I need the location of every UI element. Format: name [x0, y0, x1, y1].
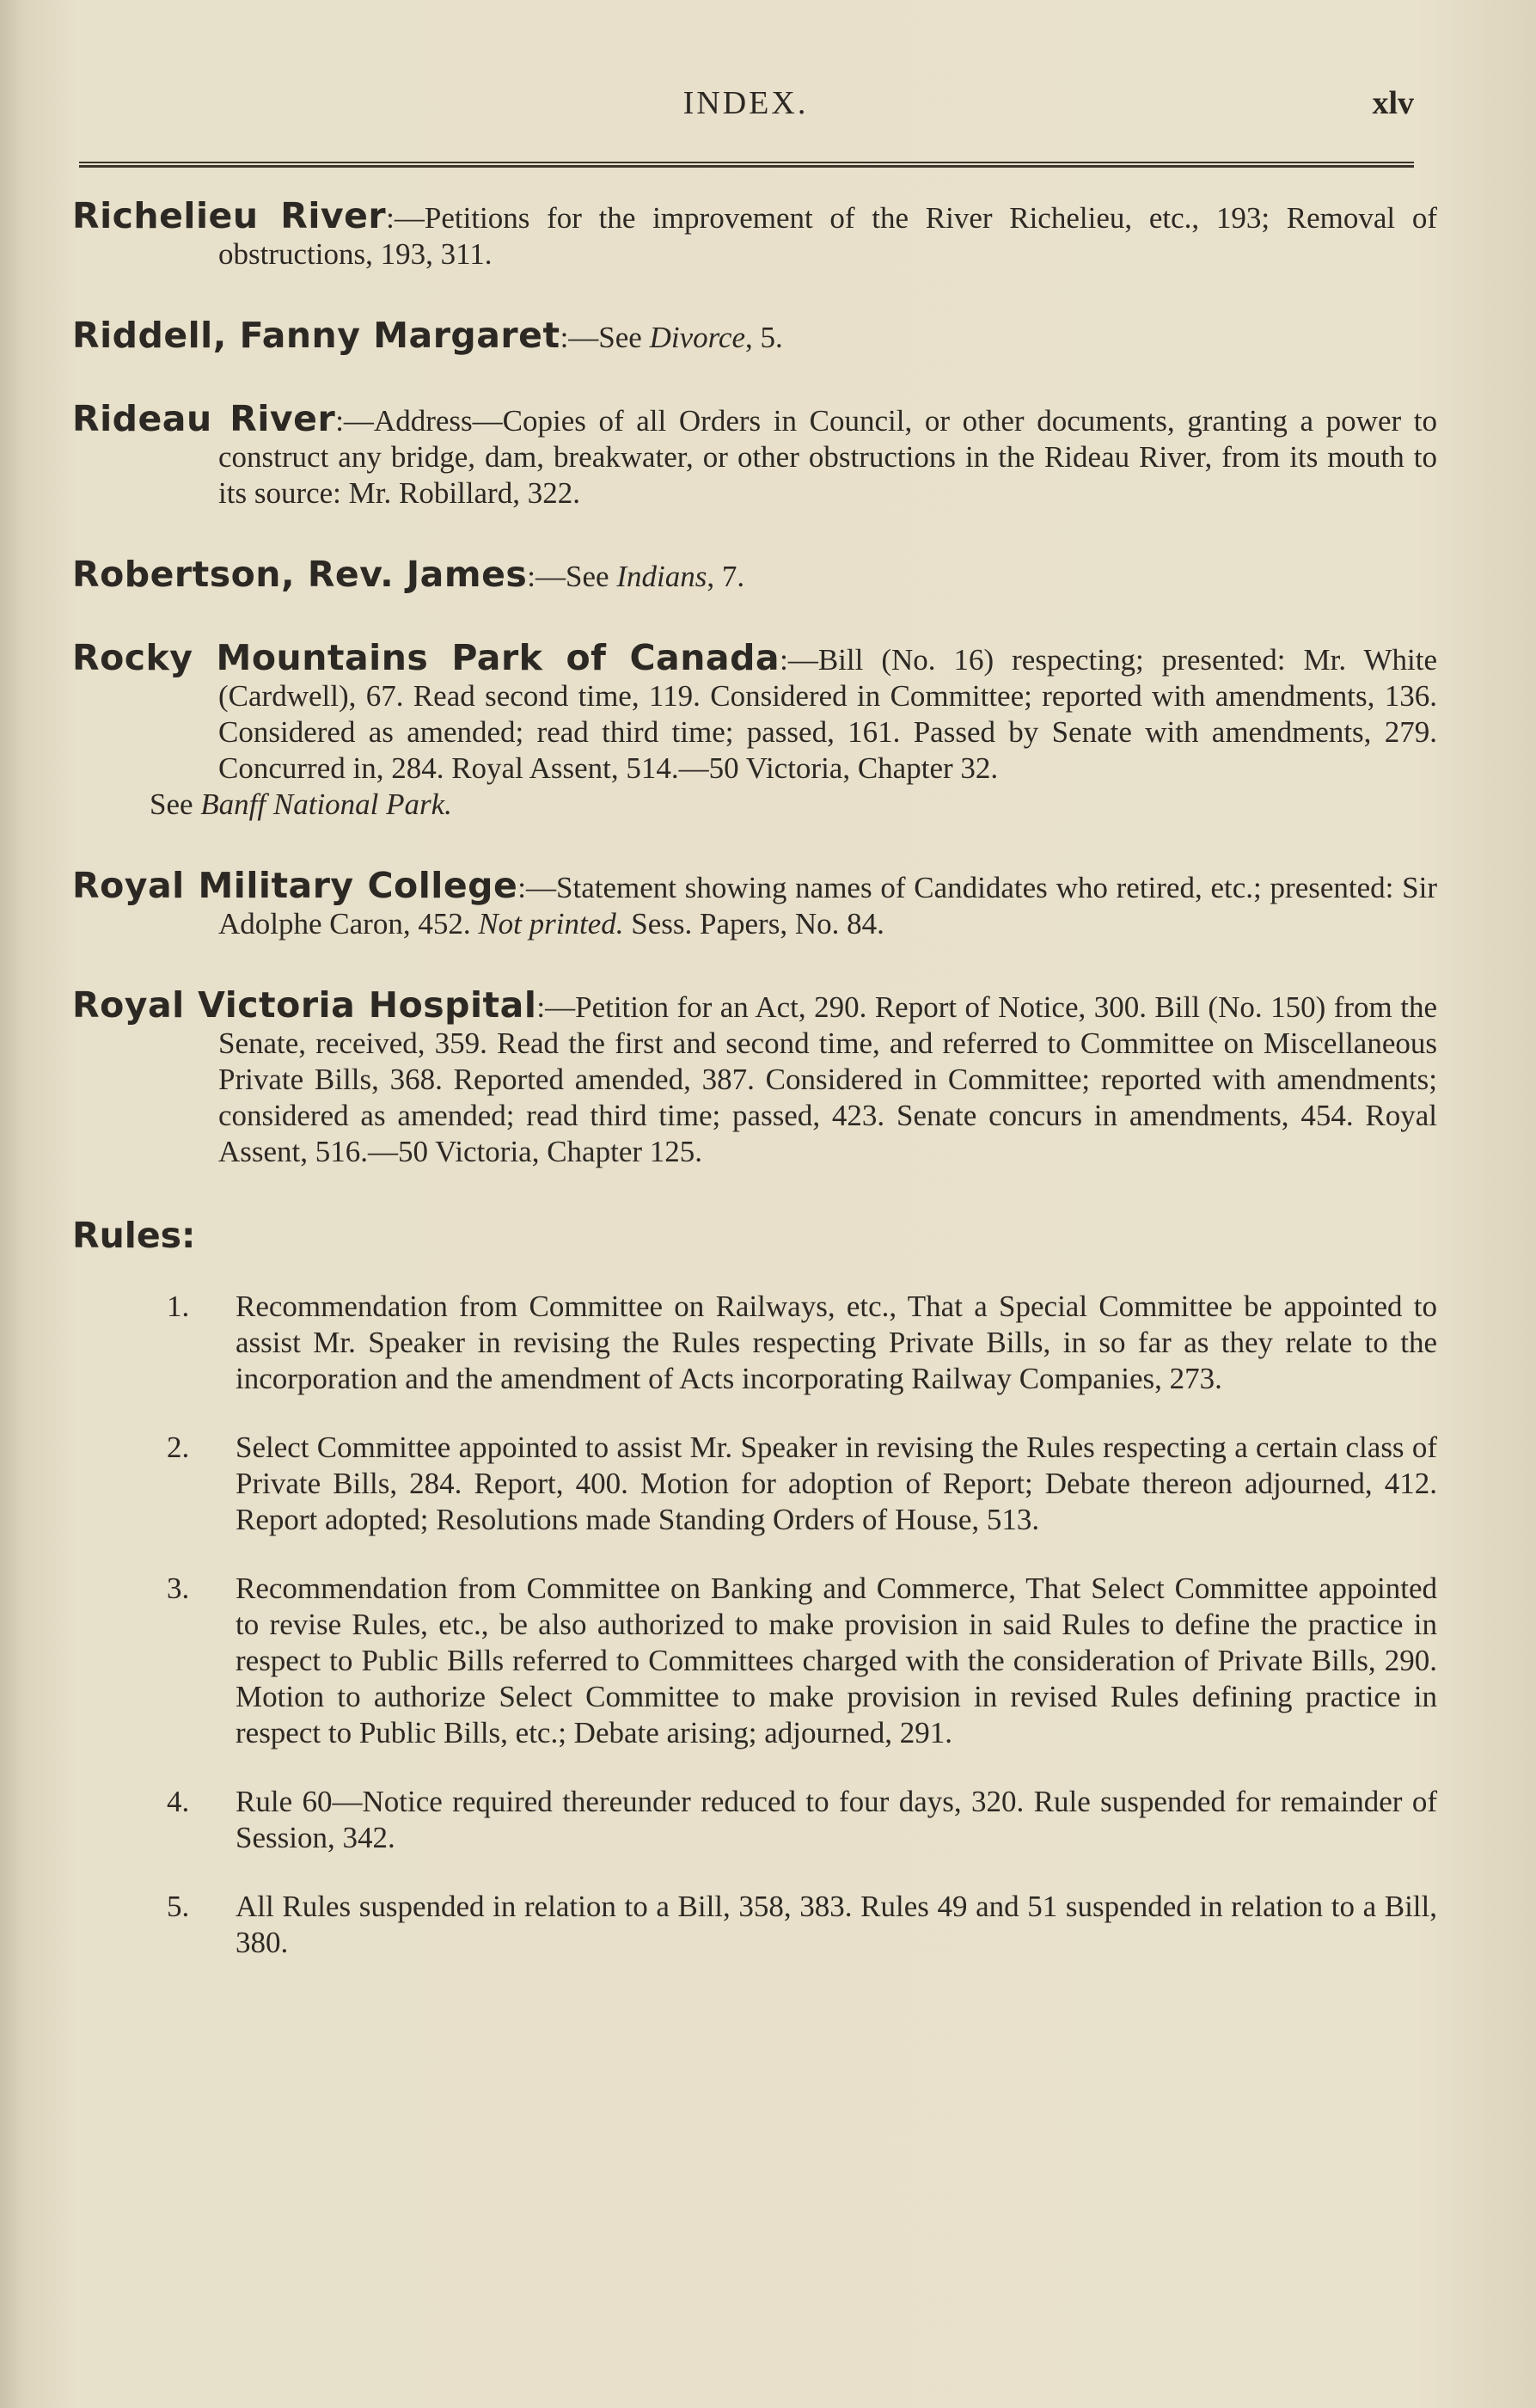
entry-cross-reference: Divorce [649, 321, 746, 354]
index-entry-robertson [72, 556, 1437, 595]
page-title: INDEX. [682, 85, 809, 121]
entry-text-tail: , 7. [707, 560, 745, 593]
header-rule [79, 162, 1414, 168]
page-number: xlv [1372, 85, 1414, 121]
entry-text: :—See [560, 321, 650, 354]
entry-text-tail: , 5. [745, 321, 783, 354]
index-entry-royal-victoria-hospital [72, 984, 1437, 1170]
rules-list-item [72, 1289, 1437, 1397]
entry-heading: Riddell, Fanny Margaret [72, 315, 560, 356]
entry-text: :—Address—Copies of all Orders in Council, or other documents, granting a power to construct any bridge, dam, breakwater, or other obstructions in the Rideau River, from its mouth to its source: Mr. Robillard, 322. [218, 404, 1437, 510]
rules-item-number: 3. [167, 1572, 190, 1605]
index-entry-royal-military-college [72, 867, 1437, 942]
entry-heading: Rideau River [72, 398, 336, 439]
entry-text-tail: Sess. Papers, No. 84. [623, 907, 884, 941]
entry-text: :—See [527, 560, 617, 593]
rules-list-item [72, 1889, 1437, 1961]
page-header [77, 84, 1414, 127]
index-content [72, 195, 1437, 2006]
rules-list-item [72, 1784, 1437, 1856]
entry-heading: Richelieu River [72, 195, 387, 236]
rules-item-number: 2. [167, 1431, 190, 1464]
see-also-prefix: See [150, 787, 201, 821]
rules-item-number: 5. [167, 1890, 190, 1923]
rules-item-text: All Rules suspended in relation to a Bill, 358, 383. Rules 49 and 51 suspended in relation to a Bill, 380. [236, 1890, 1437, 1959]
entry-text: :—Bill (No. 16) respecting; presented: Mr. White (Cardwell), 67. Read second time, 119. Considered in Committee; reported with amendments, 136. Considered as amended; read third time; passed, 161. Passed by Senate with amendments, 279. Concurred in, 284. Royal Assent, 514.—50 Victoria, Chapter 32. [218, 643, 1437, 785]
entry-text: :—Petitions for the improvement of the River Richelieu, etc., 193; Removal of obstructions, 193, 311. [218, 201, 1437, 271]
rules-item-text: Recommendation from Committee on Banking and Commerce, That Select Committee appointed to revise Rules, etc., be also authorized to make provision in said Rules to define the practice in respect to Public Bills referred to Committees charged with the consideration of Private Bills, 290. Motion to authorize Select Committee to make provision in revised Rules defining practice in respect to Public Bills, etc.; Debate arising; adjourned, 291. [236, 1572, 1437, 1749]
rules-item-number: 1. [167, 1290, 190, 1323]
rules-item-text: Rule 60—Notice required thereunder reduced to four days, 320. Rule suspended for remainder of Session, 342. [236, 1785, 1437, 1854]
index-entry-rideau-river [72, 398, 1437, 512]
index-entry-rocky-mountains-park [72, 637, 1437, 823]
entry-heading: Robertson, Rev. James [72, 554, 528, 595]
see-also-line [72, 787, 1437, 823]
rules-heading: Rules: [72, 1215, 196, 1256]
rules-list-item [72, 1571, 1437, 1751]
index-entry-richelieu-river [72, 195, 1437, 273]
rules-list-item [72, 1430, 1437, 1538]
entry-text: :—Statement showing names of Candidates who retired, etc.; presented: Sir Adolphe Caron, 452. [218, 871, 1437, 941]
entry-cross-reference: Indians [616, 560, 707, 593]
index-entry-rules [72, 1215, 1437, 1961]
rules-item-text: Recommendation from Committee on Railways, etc., That a Special Committee be appointed to assist Mr. Speaker in revising the Rules respecting Private Bills, in so far as they relate to the incorporation and the amendment of Acts incorporating Railway Companies, 273. [236, 1290, 1437, 1395]
entry-heading: Royal Military College [72, 865, 518, 906]
index-entry-riddell [72, 317, 1437, 356]
entry-heading: Royal Victoria Hospital [72, 984, 537, 1026]
entry-note: Not printed. [478, 907, 624, 941]
see-also-reference: Banff National Park. [200, 787, 452, 821]
rules-item-text: Select Committee appointed to assist Mr. Speaker in revising the Rules respecting a certain class of Private Bills, 284. Report, 400. Motion for adoption of Report; Debate thereon adjourned, 412. Report adopted; Resolutions made Standing Orders of House, 513. [236, 1431, 1437, 1536]
rules-item-number: 4. [167, 1785, 190, 1818]
entry-heading: Rocky Mountains Park of Canada [72, 637, 780, 678]
entry-text: :—Petition for an Act, 290. Report of Notice, 300. Bill (No. 150) from the Senate, received, 359. Read the first and second time, and referred to Committee on Miscellaneous Private Bills, 368. Reported amended, 387. Considered in Committee; reported with amendments; considered as amended; read third time; passed, 423. Senate concurs in amendments, 454. Royal Assent, 516.—50 Victoria, Chapter 125. [218, 990, 1437, 1168]
